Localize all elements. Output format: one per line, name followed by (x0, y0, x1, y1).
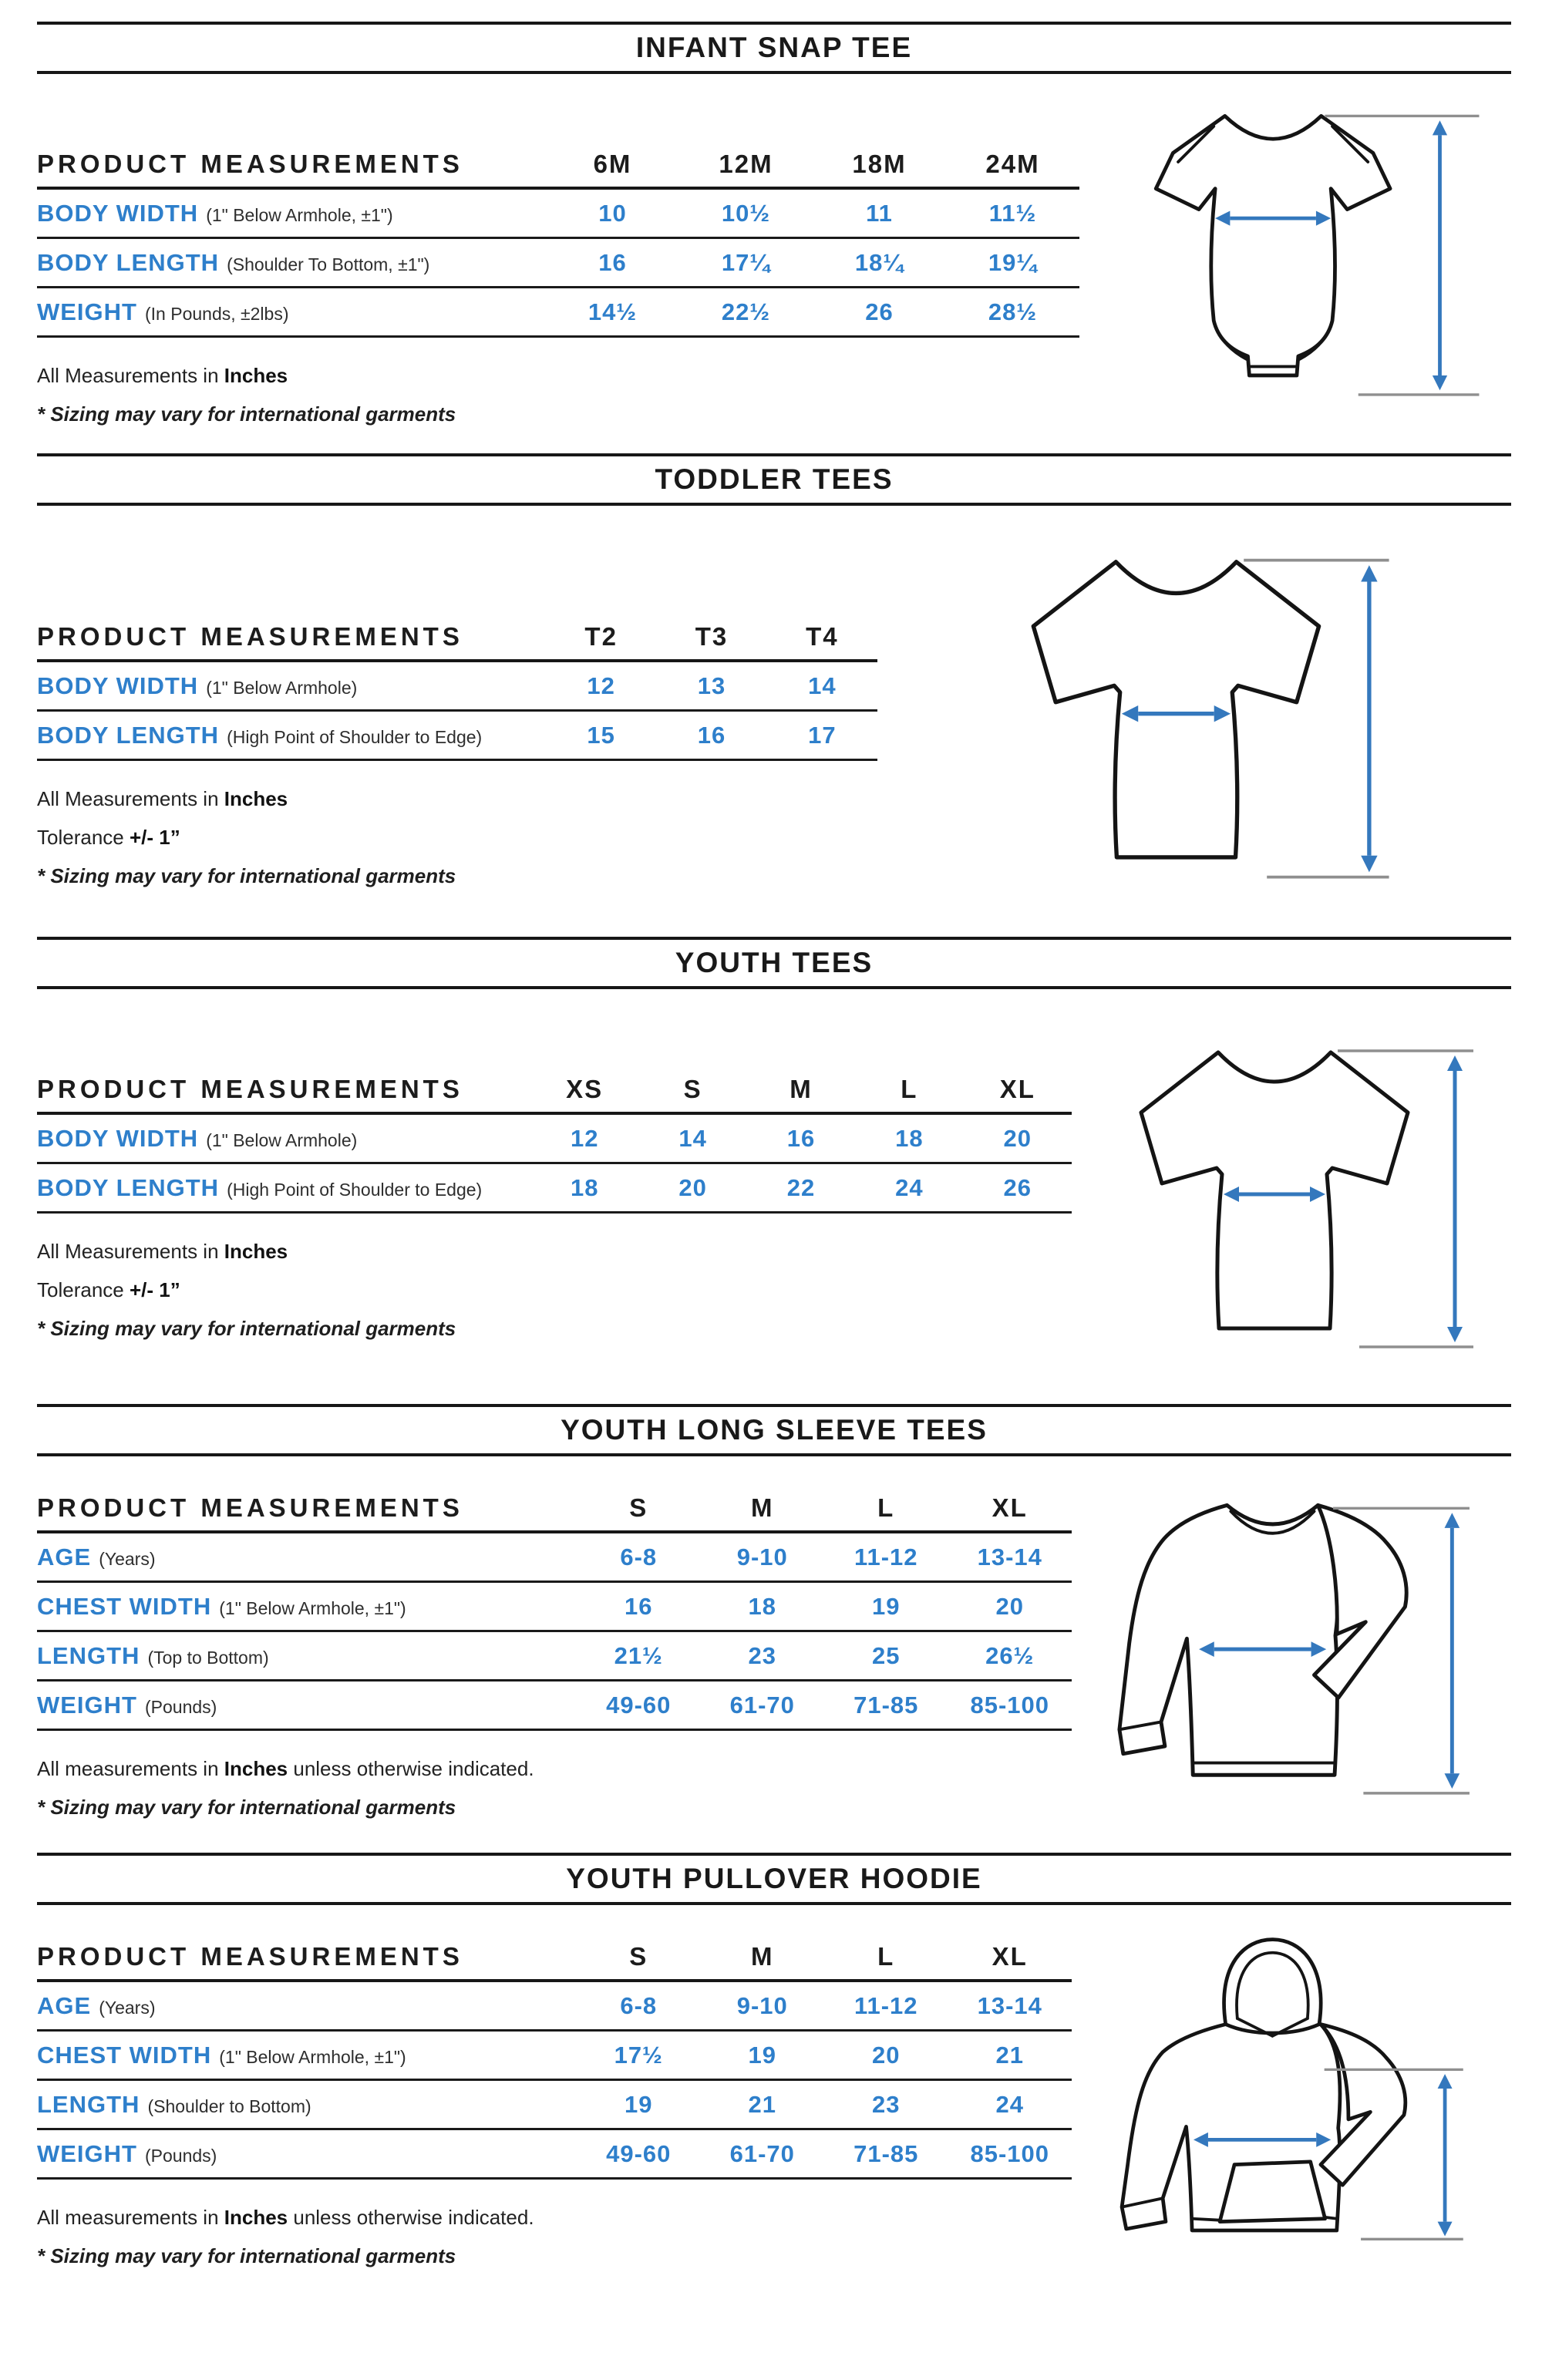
tolerance-note: Tolerance +/- 1” (37, 826, 180, 849)
row-label-cell (37, 1125, 530, 1153)
table-header-label: PRODUCT MEASUREMENTS (37, 1942, 463, 1971)
size-column-header: L (877, 1493, 895, 1522)
pullover-hoodie-illustration (1079, 1920, 1503, 2286)
measurement-value: 19 (872, 1593, 901, 1620)
table-row (37, 1115, 1072, 1164)
row-note: (Years) (99, 1998, 156, 2018)
measurement-value: 18¼ (854, 249, 904, 276)
measurement-value: 26½ (985, 1642, 1035, 1669)
table-header-label: PRODUCT MEASUREMENTS (37, 1075, 463, 1103)
measurement-value: 12 (587, 672, 615, 699)
long-sleeve-body-outline (1119, 1505, 1338, 1775)
row-label-cell (37, 1174, 530, 1202)
measurement-value: 25 (872, 1642, 901, 1669)
units-note: All Measurements in Inches (37, 787, 288, 810)
measurement-value: 11½ (988, 200, 1037, 227)
table-row (37, 2032, 1072, 2081)
measurement-value: 16 (625, 1593, 653, 1620)
row-note: (High Point of Shoulder to Edge) (227, 727, 483, 747)
table-header-row (37, 1489, 1072, 1533)
section-content (37, 989, 1511, 1384)
row-note: (Top to Bottom) (147, 1648, 269, 1668)
row-note: (Shoulder To Bottom, ±1") (227, 254, 430, 274)
measurement-value: 21 (748, 2091, 776, 2118)
row-label: LENGTH (37, 2091, 140, 2118)
row-label: BODY LENGTH (37, 1174, 220, 1201)
measurement-value: 24 (895, 1174, 924, 1201)
measurement-value: 19 (748, 2042, 776, 2069)
body-length-arrow (1433, 120, 1447, 390)
row-label: AGE (37, 1543, 92, 1570)
size-column-header: T2 (584, 622, 618, 651)
illustration-area (1072, 1920, 1511, 2286)
measurement-value: 24 (995, 2091, 1024, 2118)
row-note: (1" Below Armhole) (206, 678, 358, 698)
table-row (37, 1632, 1072, 1681)
measurement-value: 17 (808, 722, 837, 749)
measurement-value: 11 (866, 200, 893, 227)
section-title: YOUTH TEES (675, 947, 874, 978)
size-column-header: 24M (985, 150, 1040, 178)
row-label-cell (37, 1543, 577, 1571)
measurement-value: 16 (697, 722, 726, 749)
row-note: (1" Below Armhole, ±1") (206, 205, 393, 225)
table-row (37, 712, 877, 761)
table-row (37, 662, 877, 712)
measurement-value: 49-60 (606, 1692, 672, 1719)
row-label-cell (37, 722, 546, 749)
units-note: All Measurements in Inches (37, 364, 288, 387)
measurement-value: 26 (1003, 1174, 1032, 1201)
row-label-cell (37, 298, 546, 326)
measurement-value: 85-100 (970, 2140, 1050, 2167)
measurement-value: 14 (808, 672, 837, 699)
row-label-cell (37, 1992, 577, 2020)
table-row (37, 2081, 1072, 2130)
size-column-header: T3 (695, 622, 729, 651)
measurement-value: 17¼ (721, 249, 771, 276)
measurement-value: 11-12 (853, 1992, 918, 2019)
measurement-value: 15 (587, 722, 615, 749)
measurement-value: 71-85 (853, 2140, 919, 2167)
section-content (37, 74, 1511, 433)
measurement-value: 18 (570, 1174, 599, 1201)
units-note: All measurements in Inches unless otherwise indicated. (37, 2206, 534, 2229)
table-row (37, 1583, 1072, 1632)
size-column-header: S (629, 1493, 648, 1522)
section-youth-long-sleeve-tees (37, 1404, 1511, 1833)
size-column-header: 18M (852, 150, 907, 178)
section-content (37, 506, 1511, 917)
table-header-label: PRODUCT MEASUREMENTS (37, 1493, 463, 1522)
sizing-note: * Sizing may vary for international garments (37, 402, 456, 426)
size-column-header: S (683, 1075, 702, 1103)
table-row (37, 2130, 1072, 2180)
row-label: BODY WIDTH (37, 1125, 199, 1152)
row-label: WEIGHT (37, 2140, 137, 2167)
row-label-cell (37, 200, 546, 227)
section-youth-tees (37, 937, 1511, 1384)
table-row (37, 288, 1079, 338)
section-title-band (37, 453, 1511, 506)
size-column-header: 6M (593, 150, 632, 178)
measurement-value: 22½ (721, 298, 771, 325)
row-label-cell (37, 1692, 577, 1719)
measurements-table (37, 1937, 1072, 2268)
measurements-table (37, 1070, 1072, 1341)
section-content (37, 1905, 1511, 2286)
infant-onesie-illustration (1103, 85, 1488, 433)
sizing-note: * Sizing may vary for international garments (37, 864, 456, 887)
measurement-value: 61-70 (729, 2140, 795, 2167)
measurement-value: 13 (697, 672, 726, 699)
measurement-value: 13-14 (977, 1543, 1042, 1570)
table-header-row (37, 618, 877, 662)
row-note: (High Point of Shoulder to Edge) (227, 1180, 483, 1200)
measurement-value: 19 (625, 2091, 653, 2118)
measurement-value: 20 (678, 1174, 707, 1201)
hem-inner-line (1325, 2217, 1337, 2219)
table-row (37, 190, 1079, 239)
kangaroo-pocket (1220, 2162, 1325, 2222)
body-length-arrow (1361, 565, 1377, 872)
section-title-band (37, 937, 1511, 989)
measurement-value: 16 (786, 1125, 816, 1152)
row-label: AGE (37, 1992, 92, 2019)
measurement-value: 6-8 (620, 1992, 658, 2019)
measurement-value: 21 (995, 2042, 1024, 2069)
row-label-cell (37, 1593, 577, 1621)
size-column-header: 12M (719, 150, 773, 178)
row-label: CHEST WIDTH (37, 2042, 212, 2069)
measurement-value: 20 (872, 2042, 901, 2069)
measurement-value: 14½ (588, 298, 638, 325)
row-label-cell (37, 249, 546, 277)
measurement-value: 20 (1003, 1125, 1032, 1152)
length-arrow (1438, 2074, 1453, 2236)
hem-inner-line (1192, 2219, 1220, 2220)
table-header-label: PRODUCT MEASUREMENTS (37, 622, 463, 651)
measurement-value: 17½ (614, 2042, 663, 2069)
measurement-value: 49-60 (606, 2140, 672, 2167)
row-label: BODY LENGTH (37, 722, 220, 749)
section-toddler-tees (37, 453, 1511, 917)
illustration-area (1072, 1022, 1511, 1384)
section-infant-snap-tee (37, 22, 1511, 433)
footnotes (37, 1240, 1072, 1341)
size-column-header: XS (566, 1075, 604, 1103)
size-column-header: M (751, 1493, 774, 1522)
table-header-row (37, 1070, 1072, 1115)
length-arrow (1445, 1513, 1460, 1789)
table-row (37, 1982, 1072, 2032)
section-content (37, 1456, 1511, 1833)
illustration-area (1072, 1476, 1511, 1833)
row-label: WEIGHT (37, 298, 137, 325)
size-column-header: T4 (806, 622, 839, 651)
measurement-value: 12 (570, 1125, 599, 1152)
onesie-outline (1156, 116, 1390, 375)
tee-illustration (963, 529, 1426, 917)
measurement-value: 9-10 (736, 1992, 788, 2019)
footnotes (37, 364, 1079, 426)
section-title: INFANT SNAP TEE (635, 32, 913, 63)
measurement-value: 18 (748, 1593, 776, 1620)
row-note: (In Pounds, ±2lbs) (145, 304, 289, 324)
row-note: (Years) (99, 1549, 156, 1569)
measurements-table (37, 1489, 1072, 1820)
table-header-label: PRODUCT MEASUREMENTS (37, 150, 463, 178)
measurement-value: 10 (598, 200, 627, 227)
illustration-area (877, 529, 1511, 917)
row-note: (Shoulder to Bottom) (147, 2096, 311, 2116)
measurement-value: 18 (895, 1125, 924, 1152)
illustration-area (1079, 85, 1511, 433)
tee-outline (1141, 1052, 1408, 1328)
measurement-value: 71-85 (853, 1692, 919, 1719)
row-note: (1" Below Armhole) (206, 1130, 358, 1150)
size-column-header: XL (999, 1075, 1035, 1103)
measurement-value: 11-12 (853, 1543, 918, 1570)
units-note: All Measurements in Inches (37, 1240, 288, 1263)
size-column-header: S (629, 1942, 648, 1971)
size-column-header: XL (992, 1493, 1028, 1522)
size-column-header: L (877, 1942, 895, 1971)
measurement-value: 20 (995, 1593, 1024, 1620)
row-label-cell (37, 672, 546, 700)
sizing-note: * Sizing may vary for international garments (37, 1317, 456, 1340)
long-sleeve-tee-illustration (1072, 1476, 1511, 1833)
measurement-value: 14 (678, 1125, 707, 1152)
units-note: All measurements in Inches unless otherwise indicated. (37, 1757, 534, 1780)
table-header-row (37, 145, 1079, 190)
section-youth-pullover-hoodie (37, 1853, 1511, 2286)
row-label: CHEST WIDTH (37, 1593, 212, 1620)
row-label-cell (37, 2042, 577, 2069)
size-column-header: XL (992, 1942, 1028, 1971)
tolerance-note: Tolerance +/- 1” (37, 1278, 180, 1301)
body-length-arrow (1447, 1055, 1463, 1342)
measurement-value: 26 (865, 298, 894, 325)
measurement-value: 16 (598, 249, 627, 276)
footnotes (37, 1757, 1072, 1820)
row-label: LENGTH (37, 1642, 140, 1669)
row-label-cell (37, 2091, 577, 2119)
row-label-cell (37, 1642, 577, 1670)
row-note: (1" Below Armhole, ±1") (219, 1598, 406, 1618)
row-label-cell (37, 2140, 577, 2168)
section-title: YOUTH LONG SLEEVE TEES (561, 1414, 988, 1446)
size-column-header: M (751, 1942, 774, 1971)
row-note: (Pounds) (145, 1697, 217, 1717)
table-row (37, 1681, 1072, 1731)
table-header-row (37, 1937, 1072, 1982)
tee-illustration (1076, 1022, 1507, 1384)
measurement-value: 23 (748, 1642, 776, 1669)
measurement-value: 9-10 (736, 1543, 788, 1570)
row-label: BODY LENGTH (37, 249, 220, 276)
section-title: TODDLER TEES (655, 463, 894, 495)
footnotes (37, 787, 877, 888)
row-label: BODY WIDTH (37, 672, 199, 699)
section-title: YOUTH PULLOVER HOODIE (566, 1863, 982, 1894)
sizing-note: * Sizing may vary for international garments (37, 2244, 456, 2267)
measurement-value: 19¼ (988, 249, 1038, 276)
measurement-value: 21½ (614, 1642, 663, 1669)
measurement-value: 6-8 (620, 1543, 658, 1570)
table-row (37, 1164, 1072, 1214)
row-label: WEIGHT (37, 1692, 137, 1719)
row-label: BODY WIDTH (37, 200, 199, 227)
section-title-band (37, 1853, 1511, 1905)
row-note: (Pounds) (145, 2146, 217, 2166)
footnotes (37, 2206, 1072, 2268)
table-row (37, 1533, 1072, 1583)
row-note: (1" Below Armhole, ±1") (219, 2047, 406, 2067)
measurement-value: 61-70 (729, 1692, 795, 1719)
sizing-note: * Sizing may vary for international garments (37, 1796, 456, 1819)
measurement-value: 13-14 (977, 1992, 1042, 2019)
measurements-table (37, 618, 877, 888)
section-title-band (37, 22, 1511, 74)
table-row (37, 239, 1079, 288)
measurements-table (37, 145, 1079, 426)
section-title-band (37, 1404, 1511, 1456)
measurement-value: 85-100 (970, 1692, 1050, 1719)
size-column-header: L (901, 1075, 918, 1103)
tee-outline (1033, 562, 1318, 857)
measurement-value: 28½ (988, 298, 1038, 325)
size-column-header: M (790, 1075, 813, 1103)
measurement-value: 10½ (721, 200, 771, 227)
measurement-value: 23 (872, 2091, 901, 2118)
measurement-value: 22 (786, 1174, 816, 1201)
